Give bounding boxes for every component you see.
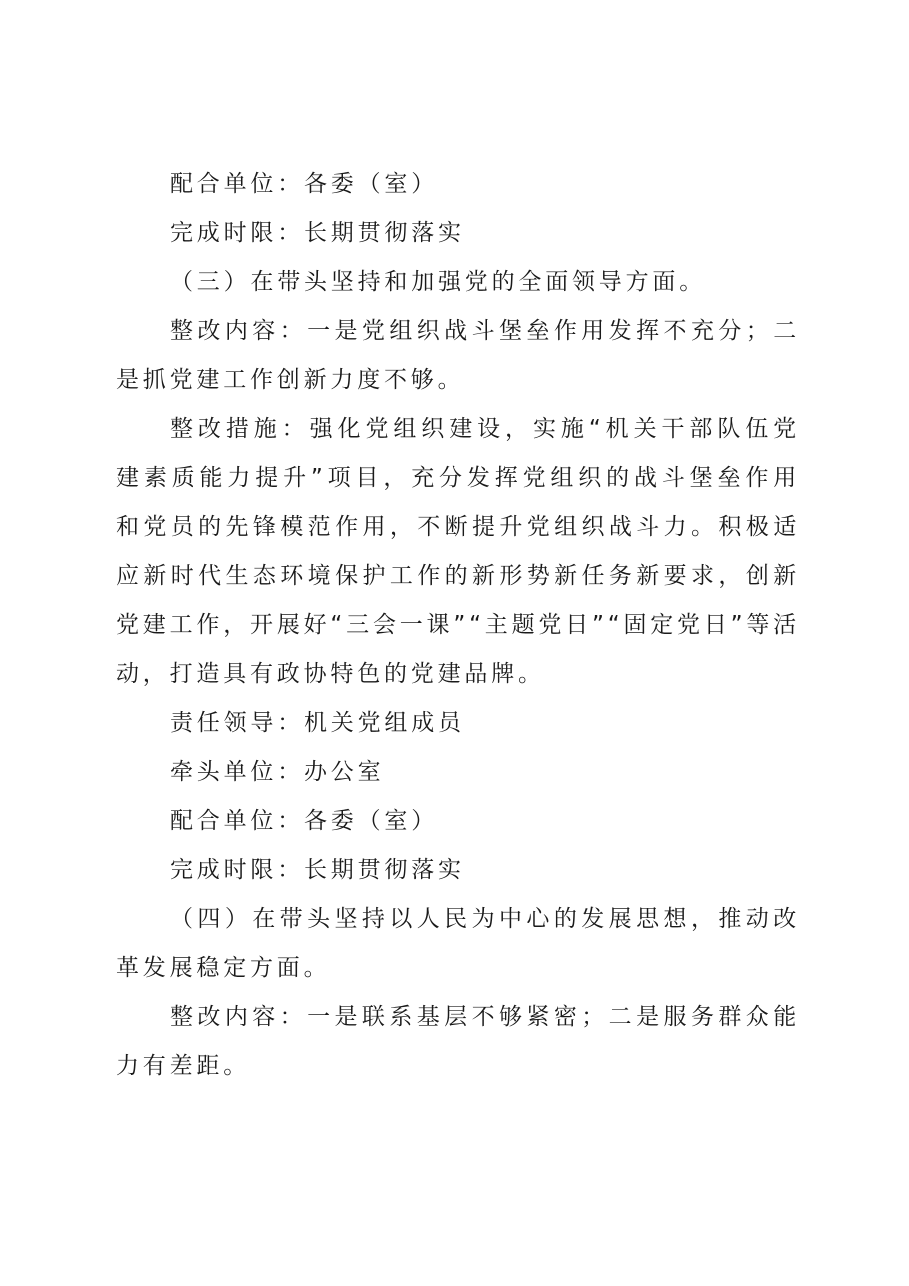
responsible-leader-line: 责任领导：机关党组成员	[170, 710, 465, 736]
deadline-line: 完成时限：长期贯彻落实	[170, 220, 465, 246]
section-heading-4: （四）在带头坚持以人民为中心的发展思想，推动改革发展稳定方面。	[116, 906, 800, 981]
cooperating-unit-line-2: 配合单位：各委（室）	[170, 808, 438, 834]
rectification-content-paragraph-2: 整改内容：一是联系基层不够紧密；二是服务群众能力有差距。	[116, 1004, 800, 1079]
section-heading-3: （三）在带头坚持和加强党的全面领导方面。	[170, 269, 706, 295]
rectification-content-paragraph: 整改内容：一是党组织战斗堡垒作用发挥不充分；二是抓党建工作创新力度不够。	[116, 318, 800, 393]
rectification-measures-paragraph: 整改措施：强化党组织建设，实施“机关干部队伍党建素质能力提升”项目，充分发挥党组织的战斗堡垒作用和党员的先锋模范作用，不断提升党组织战斗力。积极适应新时代生态环境保护工作的新形势新任务新要求，创新党建工作，开展好“三会一课”“主题党日”“固定党日”等活动，打造具有政协特色的党建品牌。	[116, 416, 800, 687]
cooperating-unit-line: 配合单位：各委（室）	[170, 171, 438, 197]
lead-unit-line: 牵头单位：办公室	[170, 759, 385, 785]
document-body	[116, 160, 800, 1091]
deadline-line-2: 完成时限：长期贯彻落实	[170, 857, 465, 883]
